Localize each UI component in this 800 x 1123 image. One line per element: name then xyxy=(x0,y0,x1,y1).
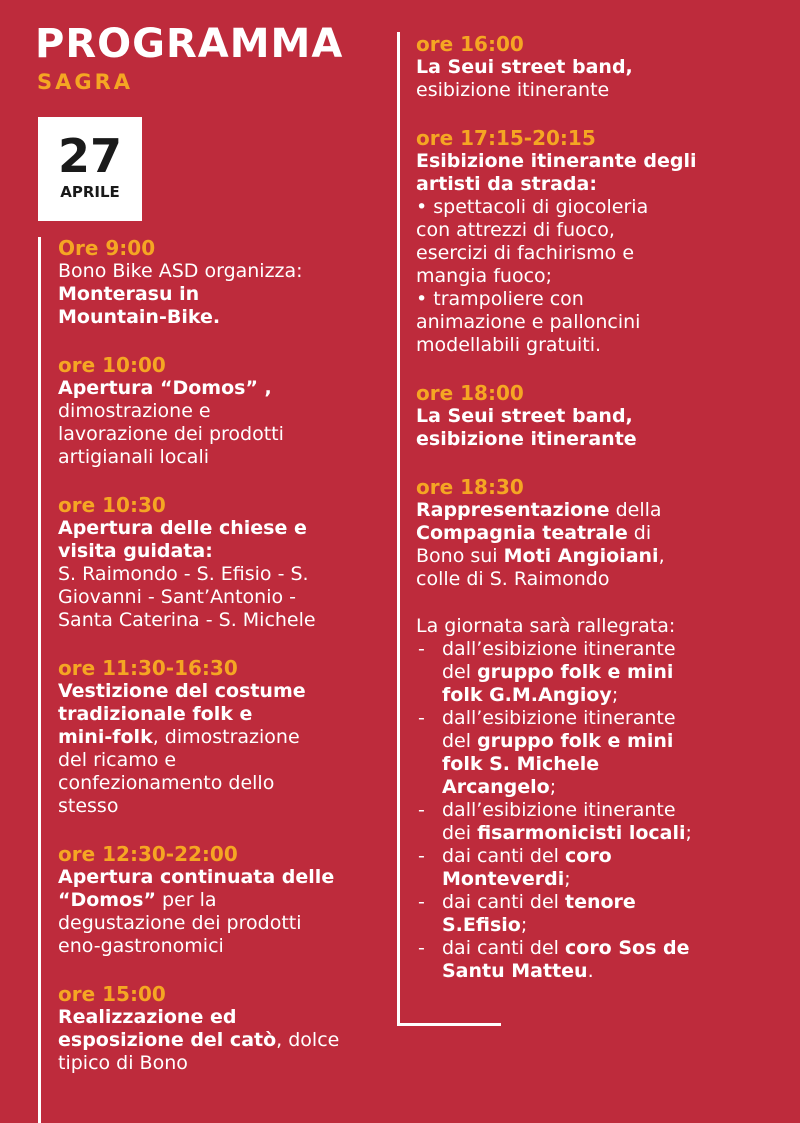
text: dimostrazione e xyxy=(58,400,211,422)
right-timeline-end xyxy=(397,1023,501,1026)
text: con attrezzi di fuoco, xyxy=(416,219,615,241)
schedule-event xyxy=(416,381,786,451)
closing-item xyxy=(416,638,786,707)
event-time: ore 18:00 xyxy=(416,381,524,405)
text: esibizione itinerante xyxy=(416,79,610,101)
event-line xyxy=(442,730,786,753)
bold-text: Apertura delle chiese e xyxy=(58,517,307,539)
text: modellabili gratuiti. xyxy=(416,334,602,356)
event-time: ore 17:15-20:15 xyxy=(416,126,596,150)
bold-text: artisti da strada: xyxy=(416,173,597,195)
event-line xyxy=(442,661,786,684)
event-line xyxy=(442,845,786,868)
bold-text: La Seui street band, xyxy=(416,56,633,78)
dash-bullet: - xyxy=(418,937,425,959)
event-line xyxy=(416,196,786,219)
event-line xyxy=(58,283,388,306)
text: Bono sui xyxy=(416,545,504,567)
event-line xyxy=(442,914,786,937)
page-subtitle: SAGRA xyxy=(37,70,134,94)
event-time: ore 10:30 xyxy=(58,493,166,517)
event-line xyxy=(58,772,388,795)
bold-text: esposizione del catò xyxy=(58,1029,277,1051)
event-line xyxy=(58,1006,388,1029)
bold-text: coro xyxy=(565,845,612,867)
text: • spettacoli di giocoleria xyxy=(416,196,649,218)
event-line xyxy=(442,960,786,983)
bold-text: coro Sos de xyxy=(565,937,690,959)
right-column xyxy=(416,32,786,983)
text: S. Raimondo - S. Efisio - S. xyxy=(58,563,309,585)
event-line xyxy=(58,446,388,469)
event-time: ore 15:00 xyxy=(58,982,166,1006)
closing-item xyxy=(416,707,786,799)
left-timeline-line xyxy=(38,237,41,1123)
dash-bullet: - xyxy=(418,799,425,821)
event-line xyxy=(442,822,786,845)
event-line xyxy=(58,1029,388,1052)
event-line xyxy=(58,1052,388,1075)
event-line xyxy=(416,288,786,311)
text: animazione e palloncini xyxy=(416,311,641,333)
text: . xyxy=(587,960,594,982)
event-line xyxy=(58,400,388,423)
event-line xyxy=(58,609,388,632)
event-line xyxy=(442,799,786,822)
event-line xyxy=(58,680,388,703)
text: esercizi di fachirismo e xyxy=(416,242,635,264)
schedule-event xyxy=(416,32,786,102)
event-line xyxy=(416,428,786,451)
bold-text: tenore xyxy=(565,891,636,913)
text: dei xyxy=(442,822,478,844)
text: dai canti del xyxy=(442,937,565,959)
event-line xyxy=(442,707,786,730)
closing-item xyxy=(416,845,786,891)
text: lavorazione dei prodotti xyxy=(58,423,284,445)
text: dai canti del xyxy=(442,845,565,867)
event-line xyxy=(58,795,388,818)
text: ; xyxy=(564,868,571,890)
text: del ricamo e xyxy=(58,749,177,771)
bold-text: tradizionale folk e xyxy=(58,703,253,725)
event-line xyxy=(442,891,786,914)
event-line xyxy=(58,563,388,586)
text: stesso xyxy=(58,795,119,817)
bold-text: gruppo folk e mini xyxy=(477,661,674,683)
closing-item xyxy=(416,937,786,983)
text: dall’esibizione itinerante xyxy=(442,707,676,729)
left-column xyxy=(58,236,388,1099)
event-line xyxy=(58,377,388,400)
bold-text: Compagnia teatrale xyxy=(416,522,628,544)
bold-text: visita guidata: xyxy=(58,540,213,562)
bold-text: Santu Matteu xyxy=(442,960,588,982)
event-line xyxy=(58,726,388,749)
event-time: Ore 9:00 xyxy=(58,236,156,260)
closing-intro: La giornata sarà rallegrata: xyxy=(416,615,676,637)
event-line xyxy=(416,56,786,79)
text: del xyxy=(442,661,478,683)
event-line xyxy=(416,568,786,591)
text: artigianali locali xyxy=(58,446,209,468)
bold-text: esibizione itinerante xyxy=(416,428,637,450)
closing-item xyxy=(416,891,786,937)
bold-text: “Domos” xyxy=(58,889,156,911)
text: ; xyxy=(520,914,528,936)
event-line xyxy=(442,937,786,960)
text: dall’esibizione itinerante xyxy=(442,638,676,660)
bold-text: S.Efisio xyxy=(442,914,521,936)
date-month: APRILE xyxy=(60,183,120,201)
event-line xyxy=(442,868,786,891)
event-line xyxy=(442,638,786,661)
right-events xyxy=(416,32,786,591)
dash-bullet: - xyxy=(418,891,425,913)
text: , xyxy=(658,545,665,567)
event-time: ore 12:30-22:00 xyxy=(58,842,238,866)
event-time: ore 10:00 xyxy=(58,353,166,377)
text: dall’esibizione itinerante xyxy=(442,799,676,821)
schedule-event xyxy=(58,982,388,1075)
event-line xyxy=(416,79,786,102)
closing-list xyxy=(416,638,786,983)
page-title: PROGRAMMA xyxy=(35,21,344,67)
event-line xyxy=(58,517,388,540)
bold-text: mini-folk xyxy=(58,726,153,748)
bold-text: Realizzazione ed xyxy=(58,1006,237,1028)
bold-text: Monterasu in xyxy=(58,283,200,305)
text: per la xyxy=(155,889,217,911)
text: Bono Bike ASD organizza: xyxy=(58,260,303,282)
text: dai canti del xyxy=(442,891,565,913)
text: Santa Caterina - S. Michele xyxy=(58,609,316,631)
event-line xyxy=(416,311,786,334)
event-line xyxy=(58,889,388,912)
event-line xyxy=(58,260,388,283)
bold-text: La Seui street band, xyxy=(416,405,633,427)
text: tipico di Bono xyxy=(58,1052,188,1074)
event-time: ore 18:30 xyxy=(416,475,524,499)
schedule-event xyxy=(58,236,388,329)
text: degustazione dei prodotti xyxy=(58,912,302,934)
date-badge xyxy=(38,117,142,221)
bold-text: gruppo folk e mini xyxy=(477,730,674,752)
schedule-event xyxy=(416,126,786,357)
text: eno-gastronomici xyxy=(58,935,224,957)
text: confezionamento dello xyxy=(58,772,275,794)
text: ; xyxy=(685,822,692,844)
dash-bullet: - xyxy=(418,845,425,867)
bold-text: Apertura continuata delle xyxy=(58,866,335,888)
event-line xyxy=(416,150,786,173)
bold-text: Rappresentazione xyxy=(416,499,610,521)
event-line xyxy=(58,586,388,609)
text: , dimostrazione xyxy=(152,726,300,748)
bold-text: folk G.M.Angioy xyxy=(442,684,612,706)
bold-text: folk S. Michele xyxy=(442,753,600,775)
event-line xyxy=(58,540,388,563)
event-line xyxy=(58,935,388,958)
schedule-event xyxy=(58,656,388,818)
event-line xyxy=(416,545,786,568)
text: mangia fuoco; xyxy=(416,265,553,287)
event-line xyxy=(58,749,388,772)
text: ; xyxy=(611,684,619,706)
text: , dolce xyxy=(276,1029,340,1051)
event-line xyxy=(416,499,786,522)
bold-text: fisarmonicisti locali xyxy=(477,822,686,844)
event-time: ore 11:30-16:30 xyxy=(58,656,238,680)
bold-text: Mountain-Bike. xyxy=(58,306,221,328)
bold-text: Esibizione itinerante degli xyxy=(416,150,697,172)
schedule-event xyxy=(58,842,388,958)
bold-text: Arcangelo xyxy=(442,776,550,798)
event-line xyxy=(416,219,786,242)
event-line xyxy=(442,684,786,707)
event-line xyxy=(58,423,388,446)
closing-section xyxy=(416,615,786,983)
event-line xyxy=(442,753,786,776)
event-line xyxy=(58,306,388,329)
event-line xyxy=(416,265,786,288)
event-line xyxy=(442,776,786,799)
event-line xyxy=(416,522,786,545)
right-timeline-line xyxy=(397,32,400,1026)
text: Giovanni - Sant’Antonio - xyxy=(58,586,297,608)
event-time: ore 16:00 xyxy=(416,32,524,56)
schedule-event xyxy=(416,475,786,591)
bold-text: Monteverdi xyxy=(442,868,565,890)
event-line xyxy=(416,173,786,196)
text: del xyxy=(442,730,478,752)
date-day: 27 xyxy=(57,129,122,183)
dash-bullet: - xyxy=(418,707,425,729)
event-line xyxy=(58,912,388,935)
text: di xyxy=(627,522,652,544)
bold-text: Moti Angioiani xyxy=(503,545,659,567)
event-line xyxy=(416,334,786,357)
schedule-event xyxy=(58,353,388,469)
schedule-event xyxy=(58,493,388,632)
text: colle di S. Raimondo xyxy=(416,568,610,590)
event-line xyxy=(416,242,786,265)
event-line xyxy=(416,405,786,428)
event-line xyxy=(58,703,388,726)
dash-bullet: - xyxy=(418,638,425,660)
event-line xyxy=(58,866,388,889)
text: della xyxy=(609,499,662,521)
text: • trampoliere con xyxy=(416,288,584,310)
text: ; xyxy=(549,776,557,798)
bold-text: Apertura “Domos” , xyxy=(58,377,272,399)
bold-text: Vestizione del costume xyxy=(58,680,306,702)
closing-item xyxy=(416,799,786,845)
